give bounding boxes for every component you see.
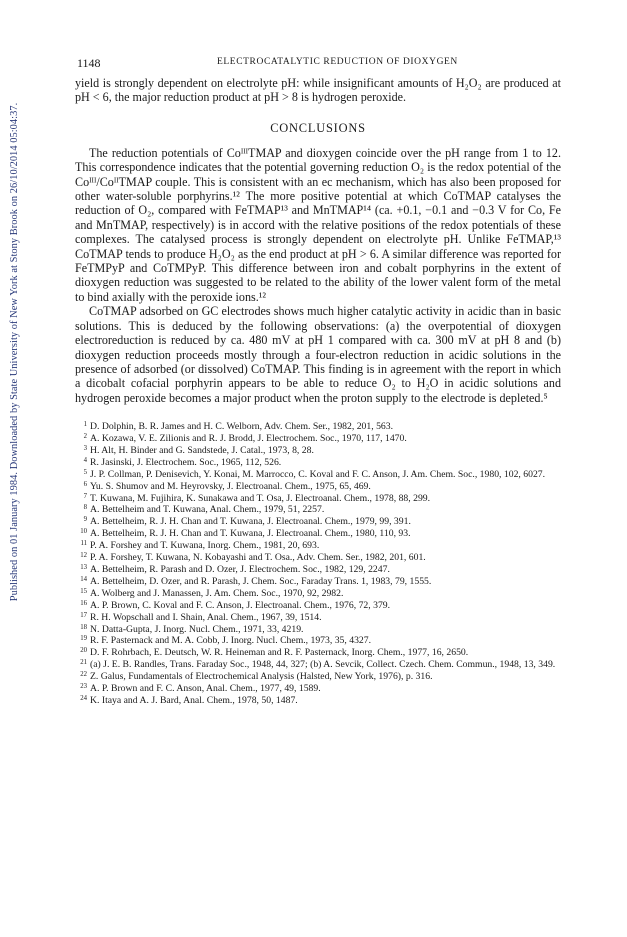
reference-text: R. H. Wopschall and I. Shain, Anal. Chem., 1967, 39, 1514. [90,611,322,623]
reference-number: 15 [80,587,87,595]
reference-number: 11 [80,540,87,548]
reference-text: A. Bettelheim, D. Ozer, and R. Parash, J. Chem. Soc., Faraday Trans. 1, 1983, 79, 1555. [90,575,432,587]
reference-number: 21 [80,659,87,667]
reference-text: P. A. Forshey, T. Kuwana, N. Kobayashi and T. Osa., Adv. Chem. Ser., 1982, 201, 601. [90,552,426,564]
reference-item [75,552,561,564]
reference-number: 19 [80,635,87,643]
reference-number: 10 [80,528,87,536]
reference-text: Yu. S. Shumov and M. Heyrovsky, J. Electroanal. Chem., 1975, 65, 469. [90,480,371,492]
reference-item [75,504,561,516]
paragraph-conclusions-1: The reduction potentials of CoᴵᴵᴵTMAP and dioxygen coincide over the pH range from 1 to 12. This correspondence indicates that the potential governing reduction O₂ is the redox potential of the Coᴵᴵᴵ/CoᴵᴵTMAP couple. This is consistent with an ec mechanism, which has also been proposed for other water-soluble porphyrins.¹² The more positive potential at which CoTMAP catalyses the reduction of O₂, compared with FeTMAP¹³ and MnTMAP¹⁴ (ca. +0.1, −0.1 and −0.3 V for Co, Fe and MnTMAP, respectively) is in accord with the relative positions of the redox potentials of these complexes. The catalysed process is strongly dependent on electrolyte pH. Unlike FeTMAP,¹³ CoTMAP tends to produce H₂O₂ as the end product at pH > 6. A similar difference was reported for FeTMPyP and CoTMPyP. This difference between iron and cobalt porphyrins in the extent of dioxygen reduction was suggested to be related to the ability of the lower valent form of the metal to bind axially with the peroxide ions.¹² [75,145,561,304]
reference-item [75,493,561,505]
reference-item [75,528,561,540]
reference-item [75,671,561,683]
reference-item [75,683,561,695]
reference-item [75,695,561,707]
reference-item [75,516,561,528]
reference-number: 2 [83,433,87,441]
reference-item [75,457,561,469]
reference-text: J. P. Collman, P. Denisevich, Y. Konai, M. Marrocco, C. Koval and F. C. Anson, J. Am. Chem. Soc., 1980, 102, 6027. [90,468,546,480]
reference-item [75,564,561,576]
reference-number: 7 [83,492,87,500]
article-body [75,76,561,723]
reference-text: (a) J. E. B. Randles, Trans. Faraday Soc., 1948, 44, 327; (b) A. Sevcik, Collect. Czech. Chem. Commun., 1948, 13, 349. [90,659,556,671]
reference-number: 9 [83,516,87,524]
reference-text: N. Datta-Gupta, J. Inorg. Nucl. Chem., 1971, 33, 4219. [90,623,304,635]
reference-number: 18 [80,623,87,631]
reference-item [75,647,561,659]
reference-item [75,588,561,600]
reference-item [75,540,561,552]
reference-text: P. A. Forshey and T. Kuwana, Inorg. Chem., 1981, 20, 693. [90,540,320,552]
reference-text: A. Kozawa, V. E. Zilionis and R. J. Brodd, J. Electrochem. Soc., 1970, 117, 1470. [90,433,407,445]
reference-item [75,624,561,636]
reference-text: R. Jasinski, J. Electrochem. Soc., 1965, 112, 526. [90,456,282,468]
reference-number: 20 [80,647,87,655]
reference-number: 6 [83,480,87,488]
reference-item [75,635,561,647]
reference-number: 8 [83,504,87,512]
reference-number: 5 [83,468,87,476]
section-title: CONCLUSIONS [270,120,366,135]
reference-item [75,445,561,457]
reference-text: A. Bettelheim, R. Parash and D. Ozer, J. Electrochem. Soc., 1982, 129, 2247. [90,564,390,575]
reference-number: 3 [83,444,87,452]
reference-text: D. Dolphin, B. R. James and H. C. Welborn, Adv. Chem. Ser., 1982, 201, 563. [90,421,394,433]
reference-text: A. Wolberg and J. Manassen, J. Am. Chem. Soc., 1970, 92, 2982. [90,587,344,599]
reference-item [75,576,561,588]
reference-number: 23 [80,683,87,691]
reference-list [75,421,561,707]
reference-text: K. Itaya and A. J. Bard, Anal. Chem., 1978, 50, 1487. [90,694,298,706]
reference-number: 1 [83,421,87,429]
paragraph-conclusions-2: CoTMAP adsorbed on GC electrodes shows much higher catalytic activity in acidic than in basic solutions. This is deduced by the following observations: (a) the overpotential of dioxygen electroreduction is reduced by ca. 480 mV at pH 1 compared with ca. 300 mV at pH 8 and (b) dioxygen reduction proceeds mostly through a four-electron reduction in acidic solutions in the presence of adsorbed (or dissolved) CoTMAP. This finding is in agreement with the report in which a dicobalt cofacial porphyrin appears to be able to reduce O₂ to H₂O in acidic solutions and hydrogen peroxide becomes a major product when the proton supply to the electrode is depleted.⁵ [75,304,561,405]
reference-number: 12 [80,552,87,560]
reference-text: A. Bettelheim, R. J. H. Chan and T. Kuwana, J. Electroanal. Chem., 1980, 110, 93. [90,528,411,540]
reference-text: Z. Galus, Fundamentals of Electrochemical Analysis (Halsted, New York, 1976), p. 316. [90,671,433,683]
reference-number: 14 [80,575,87,583]
reference-number: 17 [80,611,87,619]
paragraph-continuation: yield is strongly dependent on electrolyte pH: while insignificant amounts of H₂O₂ are produced at pH < 6, the major reduction product at pH > 8 is hydrogen peroxide. [75,76,561,105]
download-watermark [3,92,20,612]
download-watermark-text: Published on 01 January 1984. Downloaded by State University of New York at Stony Brook on 26/10/2014 05:04:37. [9,102,20,602]
reference-text: A. P. Brown and F. C. Anson, Anal. Chem., 1977, 49, 1589. [90,683,321,695]
page-header [77,56,557,70]
reference-text: A. P. Brown, C. Koval and F. C. Anson, J. Electroanal. Chem., 1976, 72, 379. [90,599,391,611]
reference-number: 22 [80,671,87,679]
reference-item [75,481,561,493]
reference-number: 13 [80,564,87,571]
reference-text: H. Alt, H. Binder and G. Sandstede, J. Catal., 1973, 8, 28. [90,444,314,456]
reference-text: A. Bettelheim, R. J. H. Chan and T. Kuwana, J. Electroanal. Chem., 1979, 99, 391. [90,516,411,528]
reference-text: D. F. Rohrbach, E. Deutsch, W. R. Heineman and R. F. Pasternack, Inorg. Chem., 1977, 16, 2650. [90,647,469,659]
reference-number: 16 [80,599,87,607]
reference-number: 4 [83,456,87,464]
reference-item [75,612,561,624]
reference-item [75,469,561,481]
reference-item [75,600,561,612]
reference-item [75,659,561,671]
reference-number: 24 [80,694,87,702]
page-number: 1148 [77,56,101,70]
running-head: ELECTROCATALYTIC REDUCTION OF DIOXYGEN [217,57,458,67]
reference-item [75,421,561,433]
reference-text: T. Kuwana, M. Fujihira, K. Sunakawa and T. Osa, J. Electroanal. Chem., 1978, 88, 299. [90,492,431,504]
reference-text: R. F. Pasternack and M. A. Cobb, J. Inorg. Nucl. Chem., 1973, 35, 4327. [90,635,372,647]
reference-text: A. Bettelheim and T. Kuwana, Anal. Chem., 1979, 51, 2257. [90,504,325,516]
reference-item [75,433,561,445]
